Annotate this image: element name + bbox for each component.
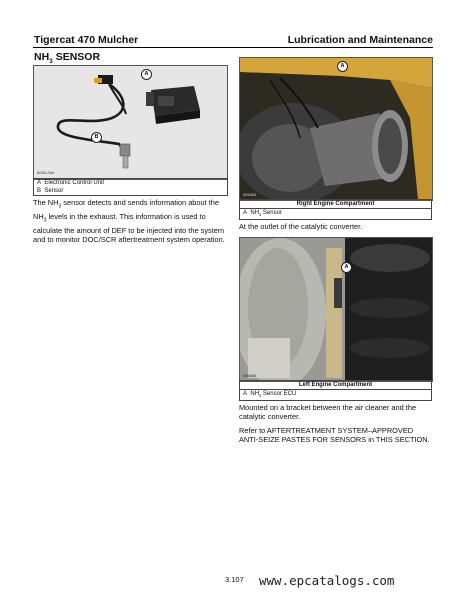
sensor-legend <box>33 178 228 196</box>
section-title: $NH_3$ SENSOR <box>34 51 101 66</box>
sensor-illustration <box>34 66 227 179</box>
description-paragraph: The $NH_3$ sensor detects and sends information about the $NH_3$ levels in the exhaust. This information is used to calculate the amount of DEF to be injected into the system and to monitor DOC/SCR aftertreatment system operation. <box>33 198 225 244</box>
caption-row: A $NH_3$ Sensor <box>243 210 282 218</box>
figure-id: 406466 <box>243 373 257 378</box>
sensor-photo <box>33 65 228 180</box>
mounted-text: Mounted on a bracket between the air cleaner and the catalytic converter. <box>239 403 417 422</box>
figure-id: 406465 <box>243 192 257 197</box>
document-title: Tigercat 470 Mulcher <box>34 34 139 46</box>
callout-b: B <box>91 132 102 143</box>
chapter-title: Lubrication and Maintenance <box>287 34 433 46</box>
legend-item: B Sensor <box>37 188 64 194</box>
caption-title: Right Engine Compartment <box>240 200 431 209</box>
left-compartment-photo <box>239 237 433 382</box>
legend-item: A Electronic Control Unit <box>37 180 105 186</box>
caption-row: A $NH_3$ Sensor ECU <box>243 391 297 399</box>
watermark-url: www.epcatalogs.com <box>259 573 395 588</box>
page-number: 3.107 <box>225 575 244 584</box>
figure-id: 6006-264 <box>37 170 54 175</box>
refer-text: Refer to AFTERTREATMENT SYSTEM–APPROVED ANTI-SEIZE PASTES FOR SENSORS in THIS SECTION. <box>239 426 430 445</box>
callout-a: A <box>337 61 348 72</box>
header-rule <box>33 47 433 48</box>
left-compartment-illustration <box>240 238 432 381</box>
right-compartment-illustration <box>240 58 432 200</box>
callout-a: A <box>341 262 352 273</box>
callout-a: A <box>141 69 152 80</box>
outlet-text: At the outlet of the catalytic converter. <box>239 222 363 231</box>
right-compartment-photo <box>239 57 433 201</box>
right-compartment-caption <box>239 199 432 220</box>
left-compartment-caption <box>239 380 432 401</box>
caption-title: Left Engine Compartment <box>240 381 431 390</box>
